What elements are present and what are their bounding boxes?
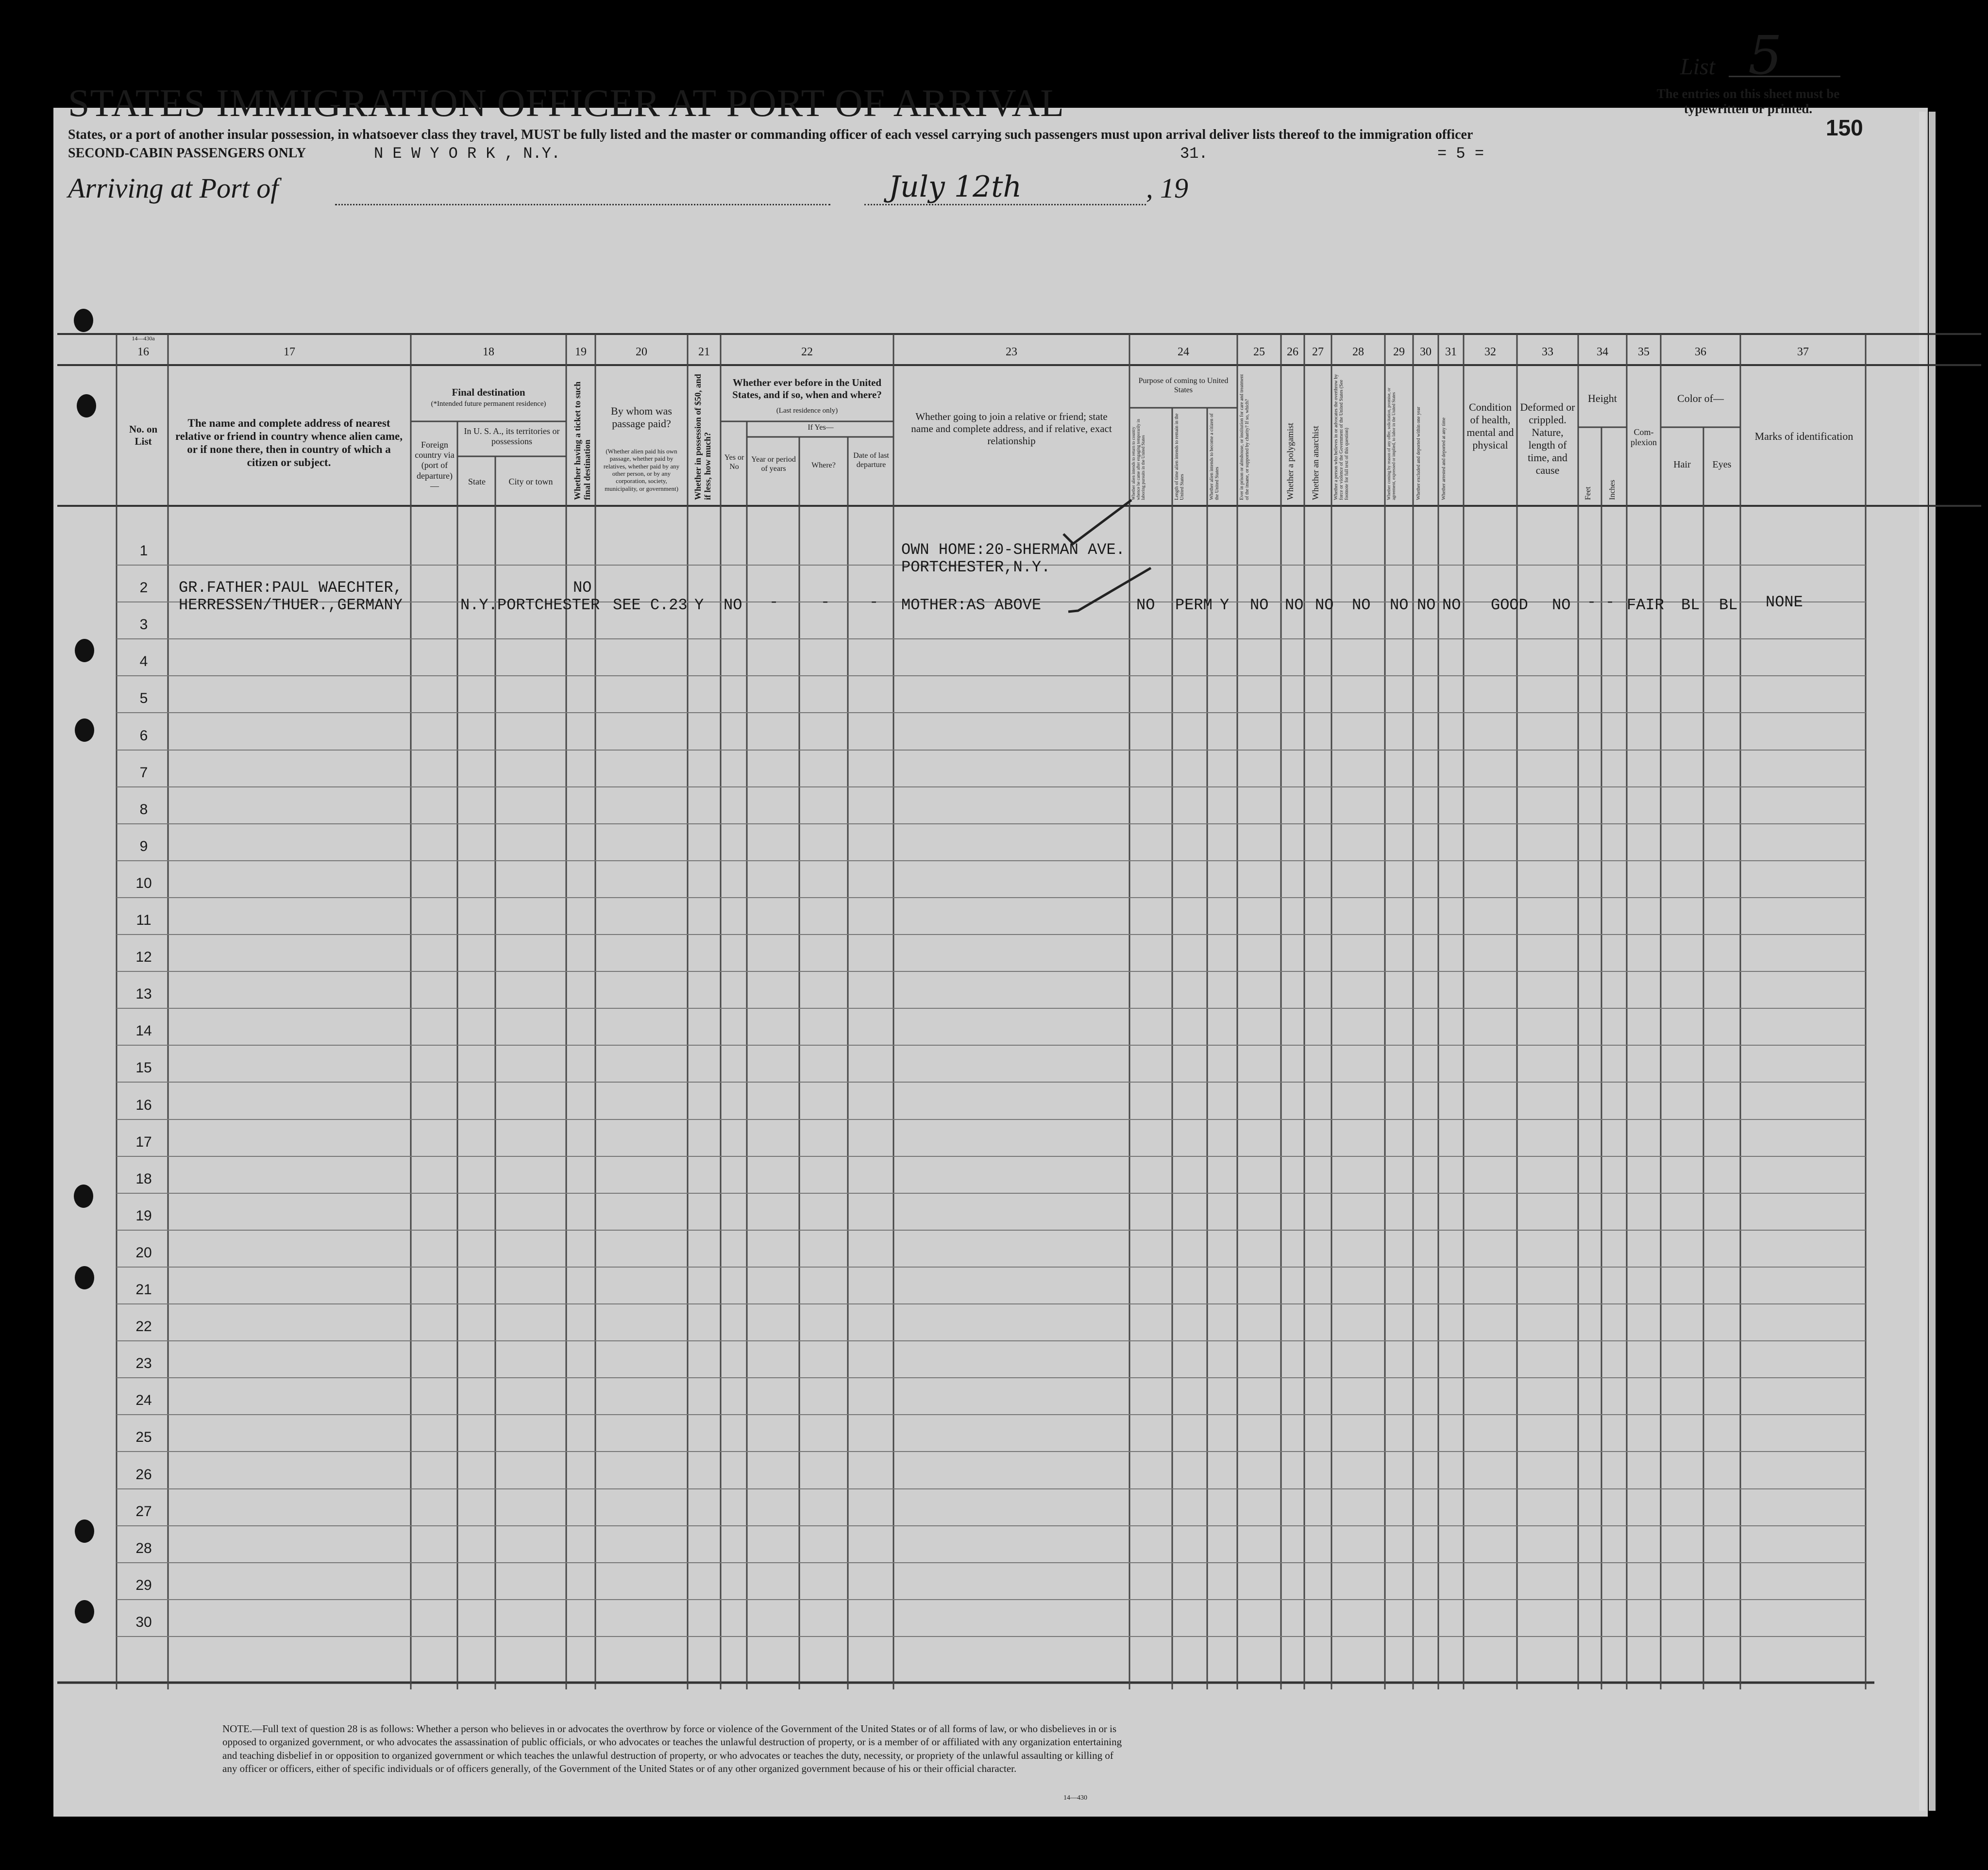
port-value: N E W Y O R K , N.Y.	[374, 145, 561, 163]
row-number: 4	[139, 653, 148, 670]
col-number: 36	[1695, 346, 1706, 358]
col-number: 19	[575, 346, 587, 358]
header-anarchist: Whether an anarchist	[1311, 426, 1320, 500]
col-number: 25	[1253, 346, 1265, 358]
entry-deformed: NO	[1552, 596, 1571, 614]
col-number: 35	[1638, 346, 1650, 358]
entry-dash: -	[869, 593, 879, 611]
row-number: 25	[135, 1429, 152, 1446]
year-prefix: , 19	[1146, 172, 1188, 204]
page-title: STATES IMMIGRATION OFFICER AT PORT OF ARRIVAL	[68, 82, 1064, 125]
entry-complexion: FAIR	[1627, 596, 1664, 614]
list-number: 5	[1748, 24, 1782, 86]
col-number: 22	[801, 346, 813, 358]
entry-purpose-b: PERM	[1175, 596, 1213, 614]
row-number: 17	[135, 1134, 152, 1150]
row-number: 20	[135, 1244, 152, 1261]
header-purpose-a: Whether alien intends to return to country whence he came after engaging temporarily in laboring pursuits in the United States	[1131, 419, 1146, 500]
entry-dash: -	[821, 593, 830, 611]
row-number: 19	[135, 1207, 152, 1224]
header-possession-50: Whether in possession of $50, and if less, how much?	[693, 374, 712, 500]
header-polygamist: Whether a polygamist	[1285, 423, 1295, 500]
row-number: 10	[135, 875, 152, 891]
arrival-date: July 12th	[889, 170, 1022, 204]
header-arrested: Whether arrested and deported at any time	[1441, 417, 1447, 500]
row-number: 7	[139, 764, 148, 781]
row-number: 12	[135, 949, 152, 966]
row-number: 28	[135, 1540, 152, 1556]
list-label: List	[1680, 54, 1716, 80]
footnote: NOTE.—Full text of question 28 is as follows: Whether a person who believes in or advocates the overthrow by force or violence of the Government of the United States or of all forms of law, or who disbelieves in or is opposed to organized government, or who advocates the assassination of public officials, or who advocates or teaches the unlawful destruction of property, or is a member of or affiliated with any organization entertaining and teaching disbelief in or opposition to organized government or which teaches the unlawful destruction of property, or who advocates or teaches the duty, necessity, or propriety of the unlawful assaulting or killing of any officer or officers, either of specific individuals or of officers generally, of the Government of the United States or of any other organized government because of his or their official character.	[222, 1723, 1122, 1774]
row-number: 23	[135, 1355, 152, 1372]
entry-overthrow: NO	[1352, 596, 1371, 614]
entry-relative-line2: HERRESSEN/THUER.,GERMANY	[179, 596, 403, 614]
header-deformed: Deformed or crippled. Nature, length of time, and cause	[1520, 401, 1575, 476]
row-number: 2	[139, 580, 148, 596]
entry-join-line1: OWN HOME:20-SHERMAN AVE.	[901, 541, 1125, 559]
row-number: 3	[139, 617, 148, 633]
col-number: 24	[1178, 346, 1189, 358]
port-label: Arriving at Port of	[68, 172, 279, 204]
row-number: 16	[135, 1097, 152, 1113]
entry-join-line2: PORTCHESTER,N.Y.	[901, 558, 1051, 576]
header-where: Where?	[811, 461, 836, 469]
row-number: 13	[135, 986, 152, 1002]
entry-excluded: NO	[1417, 596, 1436, 614]
list-mark: = 5 =	[1437, 145, 1484, 163]
col-number: 17	[284, 346, 295, 358]
header-excluded: Whether excluded and deported within one year	[1416, 406, 1421, 500]
header-overthrow: Whether a person who believes in or advocates the overthrow by force or violence of the Government of the United States (See footnote for full text of this question)	[1333, 374, 1349, 500]
entry-purpose-c: Y	[1220, 596, 1230, 614]
col-number: 16	[137, 346, 149, 358]
entry-purpose-a: NO	[1136, 596, 1155, 614]
row-number: 15	[135, 1060, 152, 1076]
header-purpose-b: Length of time alien intends to remain in the United States	[1174, 413, 1185, 500]
entry-polygamist: NO	[1285, 596, 1304, 614]
header-complexion: Com-plexion	[1631, 427, 1657, 448]
year-value: 31.	[1180, 145, 1208, 163]
entry-city: PORTCHESTER	[497, 596, 600, 614]
header-last-residence: (Last residence only)	[776, 407, 838, 415]
col-number: 28	[1352, 346, 1364, 358]
form-code-bottom: 14—430	[1063, 1794, 1087, 1802]
typewritten-note: The entries on this sheet must be typewritten or printed.	[1656, 86, 1840, 116]
row-number: 11	[136, 912, 152, 928]
entry-ticket: NO	[573, 579, 592, 597]
entry-marks: NONE	[1766, 593, 1803, 611]
entry-health: GOOD	[1491, 596, 1528, 614]
col-number: 21	[698, 346, 710, 358]
header-joining-relative: Whether going to join a relative or friend; state name and complete address, and if relative, exact relationship	[911, 411, 1112, 447]
row-number: 27	[135, 1503, 152, 1519]
header-state: State	[468, 477, 486, 486]
header-year-period: Year or period of years	[751, 455, 796, 473]
row-number: 22	[135, 1319, 152, 1335]
entry-before: NO	[724, 596, 742, 614]
header-in-usa: In U. S. A., its territories or possessions	[464, 426, 560, 447]
entry-inches: -	[1605, 593, 1615, 611]
row-number: 29	[135, 1577, 152, 1593]
sheet-number: 150	[1826, 115, 1863, 140]
header-city: City or town	[508, 477, 553, 486]
entry-feet: -	[1587, 593, 1597, 611]
row-number: 18	[135, 1170, 152, 1187]
header-nearest-relative: The name and complete address of nearest relative or friend in country whence alien came, or if none there, then in country of which a citizen or subject.	[175, 417, 403, 469]
header-passage-paid-note: (Whether alien paid his own passage, whether paid by relatives, whether paid by any other person, or by any corporation, society, municipality, or government)	[603, 448, 680, 492]
row-number: 5	[139, 690, 148, 707]
row-number: 9	[139, 838, 148, 854]
row-number: 24	[135, 1392, 152, 1409]
entry-state: N.Y.	[460, 596, 498, 614]
entry-barred: NO	[1390, 596, 1409, 614]
entry-passage: SEE C.23	[613, 596, 688, 614]
row-number: 8	[139, 801, 148, 818]
row-number: 30	[135, 1614, 152, 1630]
header-condition: Condition of health, mental and physical	[1466, 401, 1514, 451]
col-number: 23	[1006, 346, 1017, 358]
col-number: 29	[1393, 346, 1405, 358]
header-foreign-country: Foreign country via (port of departure)—	[415, 440, 455, 491]
col-number: 32	[1484, 346, 1496, 358]
header-before-in-us: Whether ever before in the United States, and if so, when and where?	[732, 377, 882, 401]
row-number: 21	[135, 1282, 152, 1298]
passenger-class: SECOND-CABIN PASSENGERS ONLY	[68, 146, 306, 161]
entry-hair: BL	[1681, 596, 1700, 614]
header-purpose-c: Whether alien intends to become a citizen of the United States	[1209, 413, 1220, 500]
header-if-yes: If Yes—	[808, 423, 834, 432]
header-yes-no: Yes or No	[724, 453, 744, 471]
entry-join-line3: MOTHER:AS ABOVE	[901, 596, 1042, 614]
entry-eyes: BL	[1719, 596, 1738, 614]
entry-anarchist: NO	[1315, 596, 1334, 614]
header-height: Height	[1588, 392, 1617, 404]
col-number: 18	[483, 346, 494, 358]
header-inches: Inches	[1608, 480, 1617, 500]
entry-arrested: NO	[1442, 596, 1461, 614]
row-number: 14	[135, 1023, 152, 1039]
header-purpose: Purpose of coming to United States	[1138, 377, 1229, 394]
col-number: 34	[1597, 346, 1608, 358]
header-prison: Ever in prison or almshouse, or institution for care and treatment of the insane, or supported by charity? If so, which?	[1239, 374, 1250, 500]
row-number: 6	[139, 727, 148, 744]
header-passage-paid: By whom was passage paid?	[611, 405, 672, 430]
header-final-destination-note: (*Intended future permanent residence)	[431, 400, 546, 408]
header-feet: Feet	[1584, 486, 1592, 500]
header-date-departure: Date of last departure	[853, 451, 889, 469]
col-number: 27	[1312, 346, 1324, 358]
entry-prison: NO	[1250, 596, 1269, 614]
form-code-top: 14—430a	[132, 335, 155, 342]
entry-money: Y	[694, 596, 704, 614]
header-marks: Marks of identification	[1754, 430, 1853, 442]
row-number: 26	[135, 1466, 152, 1483]
col-number: 37	[1797, 346, 1809, 358]
entry-dash: -	[769, 593, 779, 611]
header-no-on-list: No. on List	[129, 423, 158, 447]
header-ticket: Whether having a ticket to such final destination	[573, 381, 592, 500]
col-number: 20	[636, 346, 647, 358]
header-barred: Whether coming by reason of any offer, solicitation, promise, or agreement, expressed or implied, to labor in the United States	[1386, 387, 1396, 500]
entry-relative-line1: GR.FATHER:PAUL WAECHTER,	[179, 579, 403, 597]
col-number: 33	[1542, 346, 1553, 358]
header-final-destination: Final destination	[452, 386, 525, 398]
header-eyes: Eyes	[1712, 459, 1732, 470]
header-color-of: Color of—	[1677, 392, 1724, 404]
col-number: 26	[1287, 346, 1298, 358]
check-mark	[1059, 490, 1156, 621]
header-hair: Hair	[1673, 459, 1691, 470]
col-number: 31	[1445, 346, 1457, 358]
row-number: 1	[139, 543, 148, 559]
col-number: 30	[1420, 346, 1432, 358]
instructions: States, or a port of another insular possession, in whatsoever class they travel, MUST be fully listed and the master or commanding officer of each vessel carrying such passengers must upon arrival deliver lists thereof to the immigration officer	[68, 127, 1473, 142]
